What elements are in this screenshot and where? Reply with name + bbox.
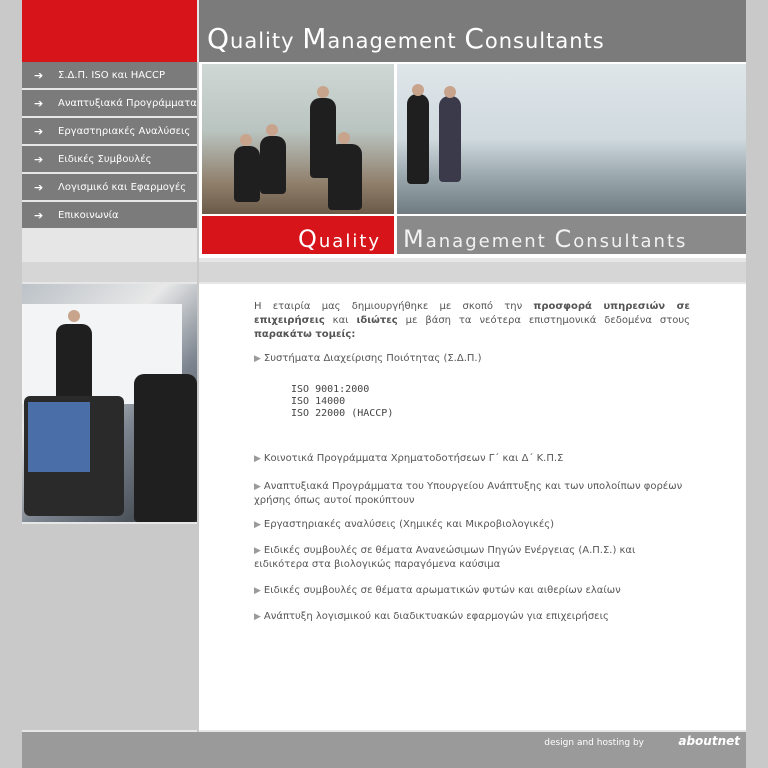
sidebar-item-development-programs[interactable] (22, 90, 197, 116)
footer (22, 732, 746, 768)
separator-bar (22, 262, 197, 282)
person-figure (407, 94, 429, 184)
person-head (68, 310, 80, 322)
iso-item: ISO 22000 (HACCP) (291, 408, 394, 419)
service-item: ▶ Ειδικές συμβουλές σε θέματα Ανανεώσιμων Πηγών Ενέργειας (Α.Π.Σ.) και ειδικότερα στα βιολογικώς παραγόμενα καύσιμα (254, 545, 636, 570)
presentation-photo (22, 284, 197, 522)
hero-band-text: Management Consultants (403, 225, 688, 253)
brand-red-block (22, 0, 197, 62)
main-content (199, 284, 746, 730)
hero-banner (199, 62, 746, 258)
sidebar-fill (22, 524, 197, 730)
title-letter: M (302, 22, 328, 55)
person-figure (260, 136, 286, 194)
service-item: ▶ Συστήματα Διαχείρισης Ποιότητας (Σ.Δ.Π.) (254, 353, 482, 364)
arrow-right-icon: ➔ (34, 96, 44, 110)
person-figure (328, 144, 362, 210)
sidebar-item-label: Αναπτυξιακά Προγράμματα (58, 97, 197, 109)
intro-paragraph: Η εταιρία μας δημιουργήθηκε με σκοπό την προσφορά υπηρεσιών σε επιχειρήσεις και ιδιώτες με βάση τα νεότερα επιστημονικά δεδομένα στους παρακάτω τομείς: (254, 301, 691, 340)
title-word: onsultants (484, 29, 605, 53)
person-figure (134, 374, 197, 522)
arrow-right-icon: ➔ (34, 152, 44, 166)
triangle-bullet-icon: ▶ (254, 586, 261, 596)
arrow-right-icon: ➔ (34, 124, 44, 138)
laptop-screen (28, 402, 90, 472)
person-head (412, 84, 424, 96)
sidebar-item-label: Εργαστηριακές Αναλύσεις (58, 125, 191, 137)
person-figure (234, 146, 260, 202)
meeting-photo (202, 64, 394, 214)
person-head (338, 132, 350, 144)
title-letter: Q (207, 22, 231, 55)
triangle-bullet-icon: ▶ (254, 612, 261, 622)
triangle-bullet-icon: ▶ (254, 520, 261, 530)
hero-band-gray (397, 216, 746, 254)
title-word: uality (230, 29, 303, 53)
title-letter: C (464, 22, 485, 55)
service-item: ▶ Ανάπτυξη λογισμικού και διαδικτυακών εφαρμογών για επιχειρήσεις (254, 611, 609, 622)
iso-list (291, 384, 393, 420)
sidebar-spacer (22, 230, 197, 254)
sidebar-item-label: Ειδικές Συμβουλές (58, 153, 152, 165)
service-item: ▶ Αναπτυξιακά Προγράμματα του Υπουργείου Ανάπτυξης και των υπολοίπων φορέων χρήσης όπως αυτοί προκύπτουν (254, 481, 683, 506)
sidebar-item-iso-haccp[interactable] (22, 62, 197, 88)
sidebar-nav (22, 62, 197, 230)
sidebar-item-label: Επικοινωνία (58, 209, 119, 221)
title-word: anagement (327, 29, 465, 53)
triangle-bullet-icon: ▶ (254, 482, 261, 492)
service-item: ▶ Εργαστηριακές αναλύσεις (Χημικές και Μικροβιολογικές) (254, 519, 555, 530)
person-head (444, 86, 456, 98)
sidebar-item-lab-analyses[interactable] (22, 118, 197, 144)
site-title (207, 22, 605, 55)
arrow-right-icon: ➔ (34, 180, 44, 194)
sidebar-item-label: Λογισμικό και Εφαρμογές (58, 181, 187, 193)
footer-credit: design and hosting by (544, 738, 644, 748)
aboutnet-logo-link[interactable]: aboutnet (678, 734, 740, 748)
hero-band-text: Quality (298, 225, 382, 253)
header-bar (199, 0, 746, 62)
iso-item: ISO 14000 (291, 396, 346, 407)
arrow-right-icon: ➔ (34, 68, 44, 82)
triangle-bullet-icon: ▶ (254, 546, 261, 556)
hero-band-red (202, 216, 394, 254)
person-figure (439, 96, 461, 182)
sidebar-item-special-advice[interactable] (22, 146, 197, 172)
iso-item: ISO 9001:2000 (291, 384, 370, 395)
sidebar-item-software[interactable] (22, 174, 197, 200)
sidebar-item-contact[interactable] (22, 202, 197, 228)
triangle-bullet-icon: ▶ (254, 354, 261, 364)
sidebar-item-label: Σ.Δ.Π. ISO και HACCP (58, 69, 165, 81)
service-item: ▶ Κοινοτικά Προγράμματα Χρηματοδοτήσεων Γ΄ και Δ΄ Κ.Π.Σ (254, 453, 564, 464)
separator-bar (199, 262, 746, 282)
arrow-right-icon: ➔ (34, 208, 44, 222)
person-head (317, 86, 329, 98)
person-head (240, 134, 252, 146)
person-head (266, 124, 278, 136)
office-hall-photo (397, 64, 746, 214)
triangle-bullet-icon: ▶ (254, 454, 261, 464)
column-divider (197, 62, 199, 732)
service-item: ▶ Ειδικές συμβουλές σε θέματα αρωματικών φυτών και αιθερίων ελαίων (254, 585, 621, 596)
